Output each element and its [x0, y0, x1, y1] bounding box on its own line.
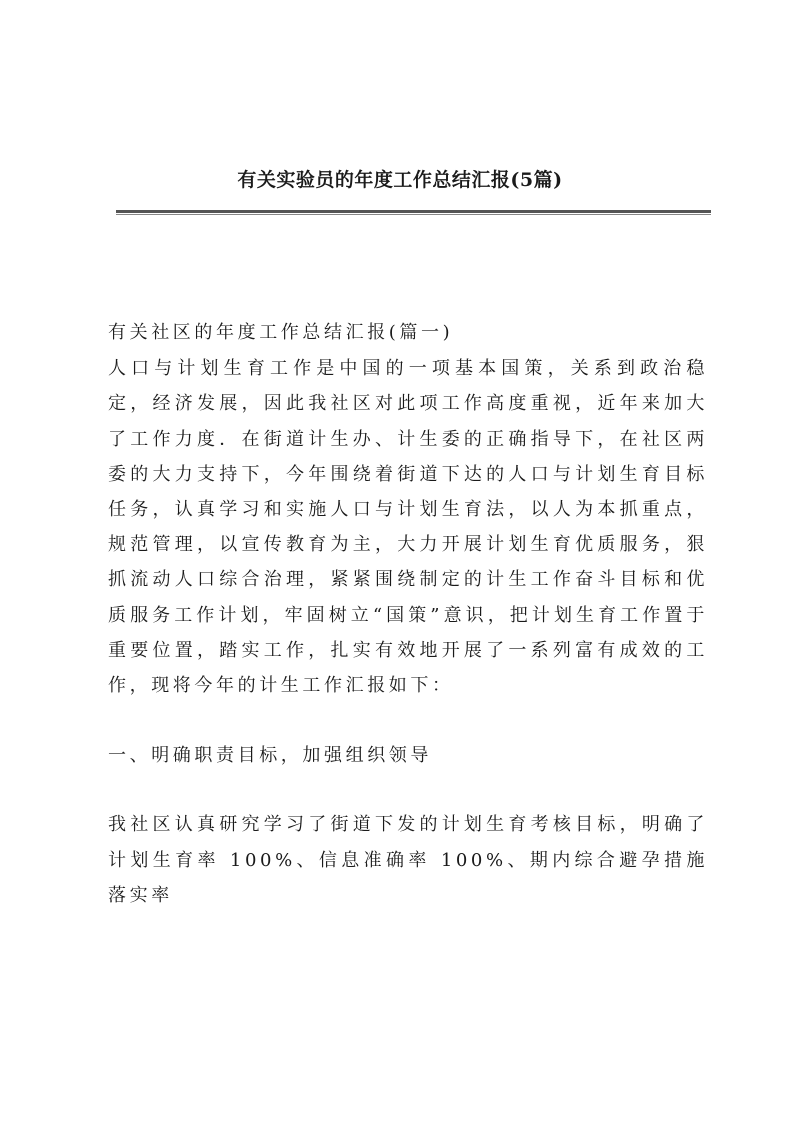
document-title: 有关实验员的年度工作总结汇报(5篇) — [237, 169, 563, 191]
title-divider — [116, 210, 711, 215]
detail-paragraph: 我社区认真研究学习了街道下发的计划生育考核目标，明确了计划生育率 100%、信息准确率 100%、期内综合避孕措施落实率 — [108, 814, 708, 906]
section-heading: 有关社区的年度工作总结汇报(篇一) — [108, 322, 454, 343]
subsection-heading: 一、明确职责目标，加强组织领导 — [108, 745, 432, 767]
document-body — [108, 315, 708, 913]
intro-paragraph: 人口与计划生育工作是中国的一项基本国策，关系到政治稳定，经济发展，因此我社区对此项工作高度重视，近年来加大了工作力度．在街道计生办、计生委的正确指导下，在社区两委的大力支持下，今年围绕着街道下达的人口与计划生育目标任务，认真学习和实施人口与计划生育法，以人为本抓重点，规范管理，以宣传教育为主，大力开展计划生育优质服务，狠抓流动人口综合治理，紧紧围绕制定的计生工作奋斗目标和优质服务工作计划，牢固树立“国策”意识，把计划生育工作置于重要位置，踏实工作，扎实有效地开展了一系列富有成效的工作，现将今年的计生工作汇报如下： — [108, 358, 708, 697]
